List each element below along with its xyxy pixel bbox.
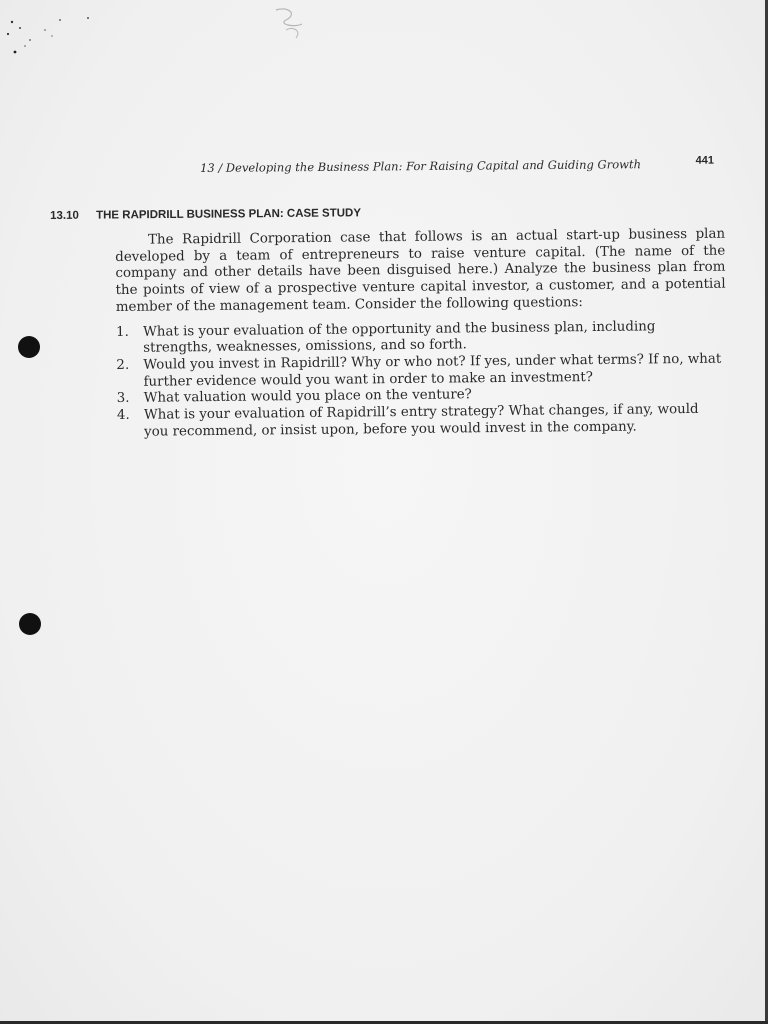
scan-specks bbox=[0, 0, 110, 70]
questions-list bbox=[116, 318, 727, 441]
section-number: 13.10 bbox=[50, 209, 79, 222]
question-number: 4. bbox=[116, 407, 130, 424]
running-header bbox=[200, 156, 720, 181]
question-item bbox=[117, 402, 727, 442]
section-heading bbox=[50, 207, 361, 222]
pencil-mark bbox=[268, 4, 328, 46]
question-number: 3. bbox=[116, 391, 130, 407]
question-number: 2. bbox=[116, 357, 130, 373]
punch-hole-bottom bbox=[19, 613, 41, 635]
question-number: 1. bbox=[115, 324, 129, 340]
question-text: Would you invest in Rapidrill? Why or who not? If yes, under what terms? If no, what further evidence would you want in order to make an investment? bbox=[143, 351, 722, 390]
question-text: What is your evaluation of Rapidrill’s entry strategy? What changes, if any, would you recommend, or insist upon, before you would invest in the company. bbox=[143, 401, 699, 440]
running-title: 13 / Developing the Business Plan: For Raising Capital and Guiding Growth bbox=[200, 157, 642, 175]
question-text: What valuation would you place on the venture? bbox=[143, 387, 472, 407]
question-text: What is your evaluation of the opportunity and the business plan, including strengths, weaknesses, omissions, and so forth. bbox=[142, 318, 656, 356]
punch-hole-top bbox=[18, 336, 40, 358]
intro-paragraph: The Rapidrill Corporation case that follows is an actual start-up business plan developed by a team of entrepreneurs to raise venture capital. (The name of the company and other details have been disguised here.) Analyze the business plan from the points of view of a prospective venture capital investor, a customer, and a potential member of the management team. Consider the following questions: bbox=[115, 226, 726, 315]
section-title: THE RAPIDRILL BUSINESS PLAN: CASE STUDY bbox=[95, 207, 362, 222]
case-study-body bbox=[115, 227, 727, 442]
page-number: 441 bbox=[695, 154, 715, 167]
